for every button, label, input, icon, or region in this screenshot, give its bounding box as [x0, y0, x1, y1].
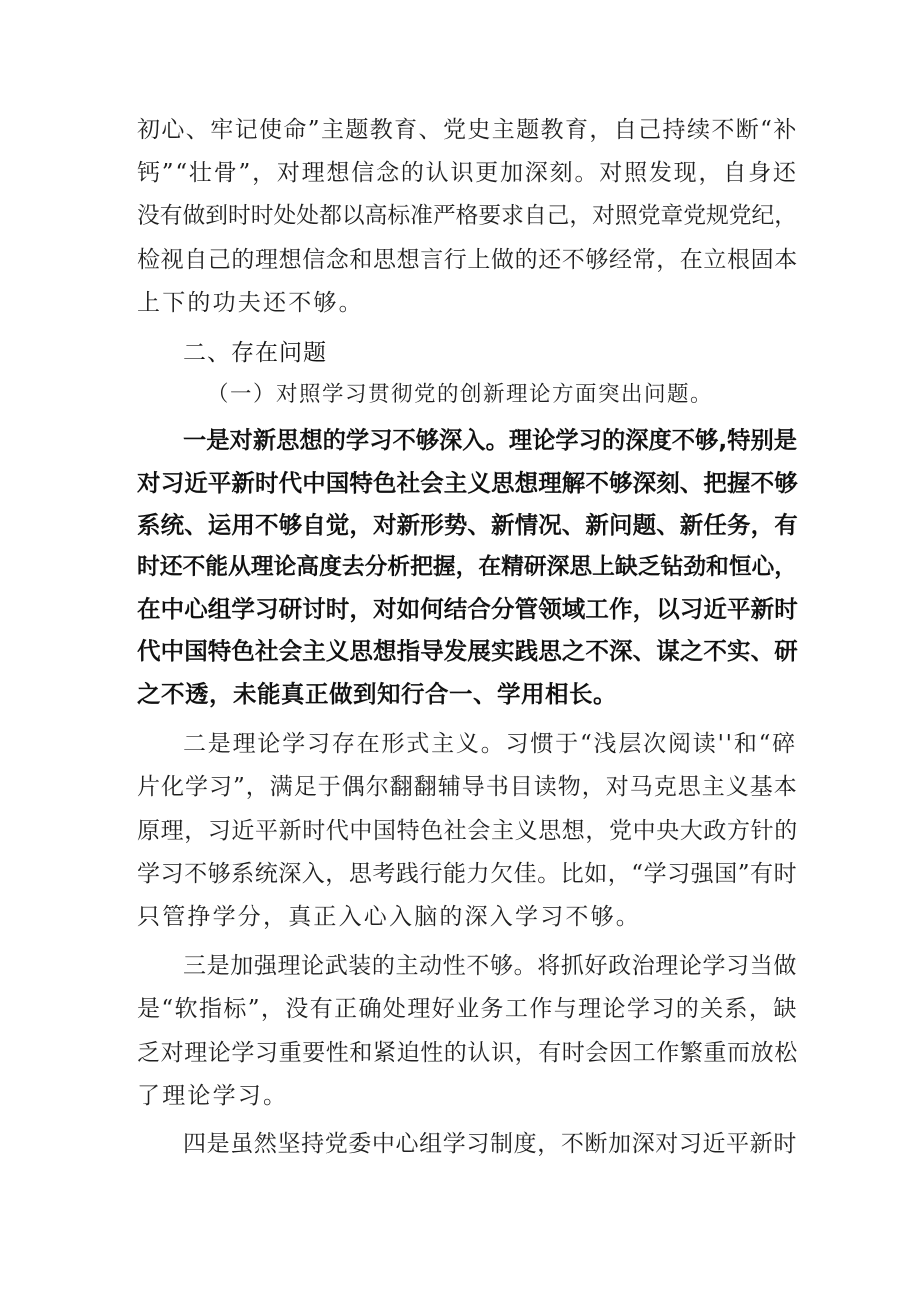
- section-heading: 二、存在问题: [183, 340, 327, 366]
- paragraph-line: 片化学习”，满足于偶尔翻翻辅导书目读物，对马克思主义基本: [137, 774, 798, 800]
- bold-paragraph-line: 对习近平新时代中国特色社会主义思想理解不够深刻、把握不够: [137, 469, 798, 497]
- paragraph-line: 三是加强理论武装的主动性不够。将抓好政治理论学习当做: [183, 953, 797, 979]
- paragraph-line: 了理论学习。: [137, 1083, 289, 1109]
- bold-paragraph-line: 代中国特色社会主义思想指导发展实践思之不深、谋之不实、研: [137, 637, 798, 665]
- paragraph-line: 是“软指标”，没有正确处理好业务工作与理论学习的关系，缺: [137, 996, 798, 1022]
- bold-paragraph-line: 时还不能从理论高度去分析把握，在精研深思上缺乏钻劲和恒心，: [137, 554, 797, 580]
- paragraph-line: 乏对理论学习重要性和紧迫性的认识，有时会因工作繁重而放松: [137, 1040, 798, 1066]
- bold-paragraph-line: 一是对新思想的学习不够深入。理论学习的深度不够,特别是: [183, 427, 797, 454]
- paragraph-line: 钙”“壮骨”，对理想信念的认识更加深刻。对照发现，自身还: [137, 160, 798, 186]
- paragraph-line: 检视自己的理想信念和思想言行上做的还不够经常，在立根固本: [137, 247, 798, 273]
- paragraph-line: 原理，习近平新时代中国特色社会主义思想，党中央大政方针的: [137, 818, 798, 844]
- paragraph-line: 学习不够系统深入，思考践行能力欠佳。比如，“学习强国”有时: [137, 861, 797, 887]
- paragraph-line: 四是虽然坚持党委中心组学习制度，不断加深对习近平新时: [183, 1131, 797, 1157]
- subsection-heading: （一）对照学习贯彻党的创新理论方面突出问题。: [207, 382, 714, 407]
- paragraph-line: 初心、牢记使命”主题教育、党史主题教育，自己持续不断“补: [137, 117, 798, 143]
- bold-paragraph-line: 在中心组学习研讨时，对如何结合分管领域工作，以习近平新时: [137, 595, 798, 623]
- paragraph-line: 二是理论学习存在形式主义。习惯于“浅层次阅读''和“碎: [183, 731, 797, 757]
- paragraph-line: 上下的功夫还不够。: [137, 290, 364, 316]
- bold-paragraph-line: 系统、运用不够自觉，对新形势、新情况、新问题、新任务，有: [137, 511, 798, 539]
- bold-paragraph-line: 之不透，未能真正做到知行合一、学用相长。: [137, 680, 617, 708]
- paragraph-line: 只管挣学分，真正入心入脑的深入学习不够。: [137, 904, 641, 930]
- paragraph-line: 没有做到时时处处都以高标准严格要求自己，对照党章党规党纪，: [137, 203, 797, 229]
